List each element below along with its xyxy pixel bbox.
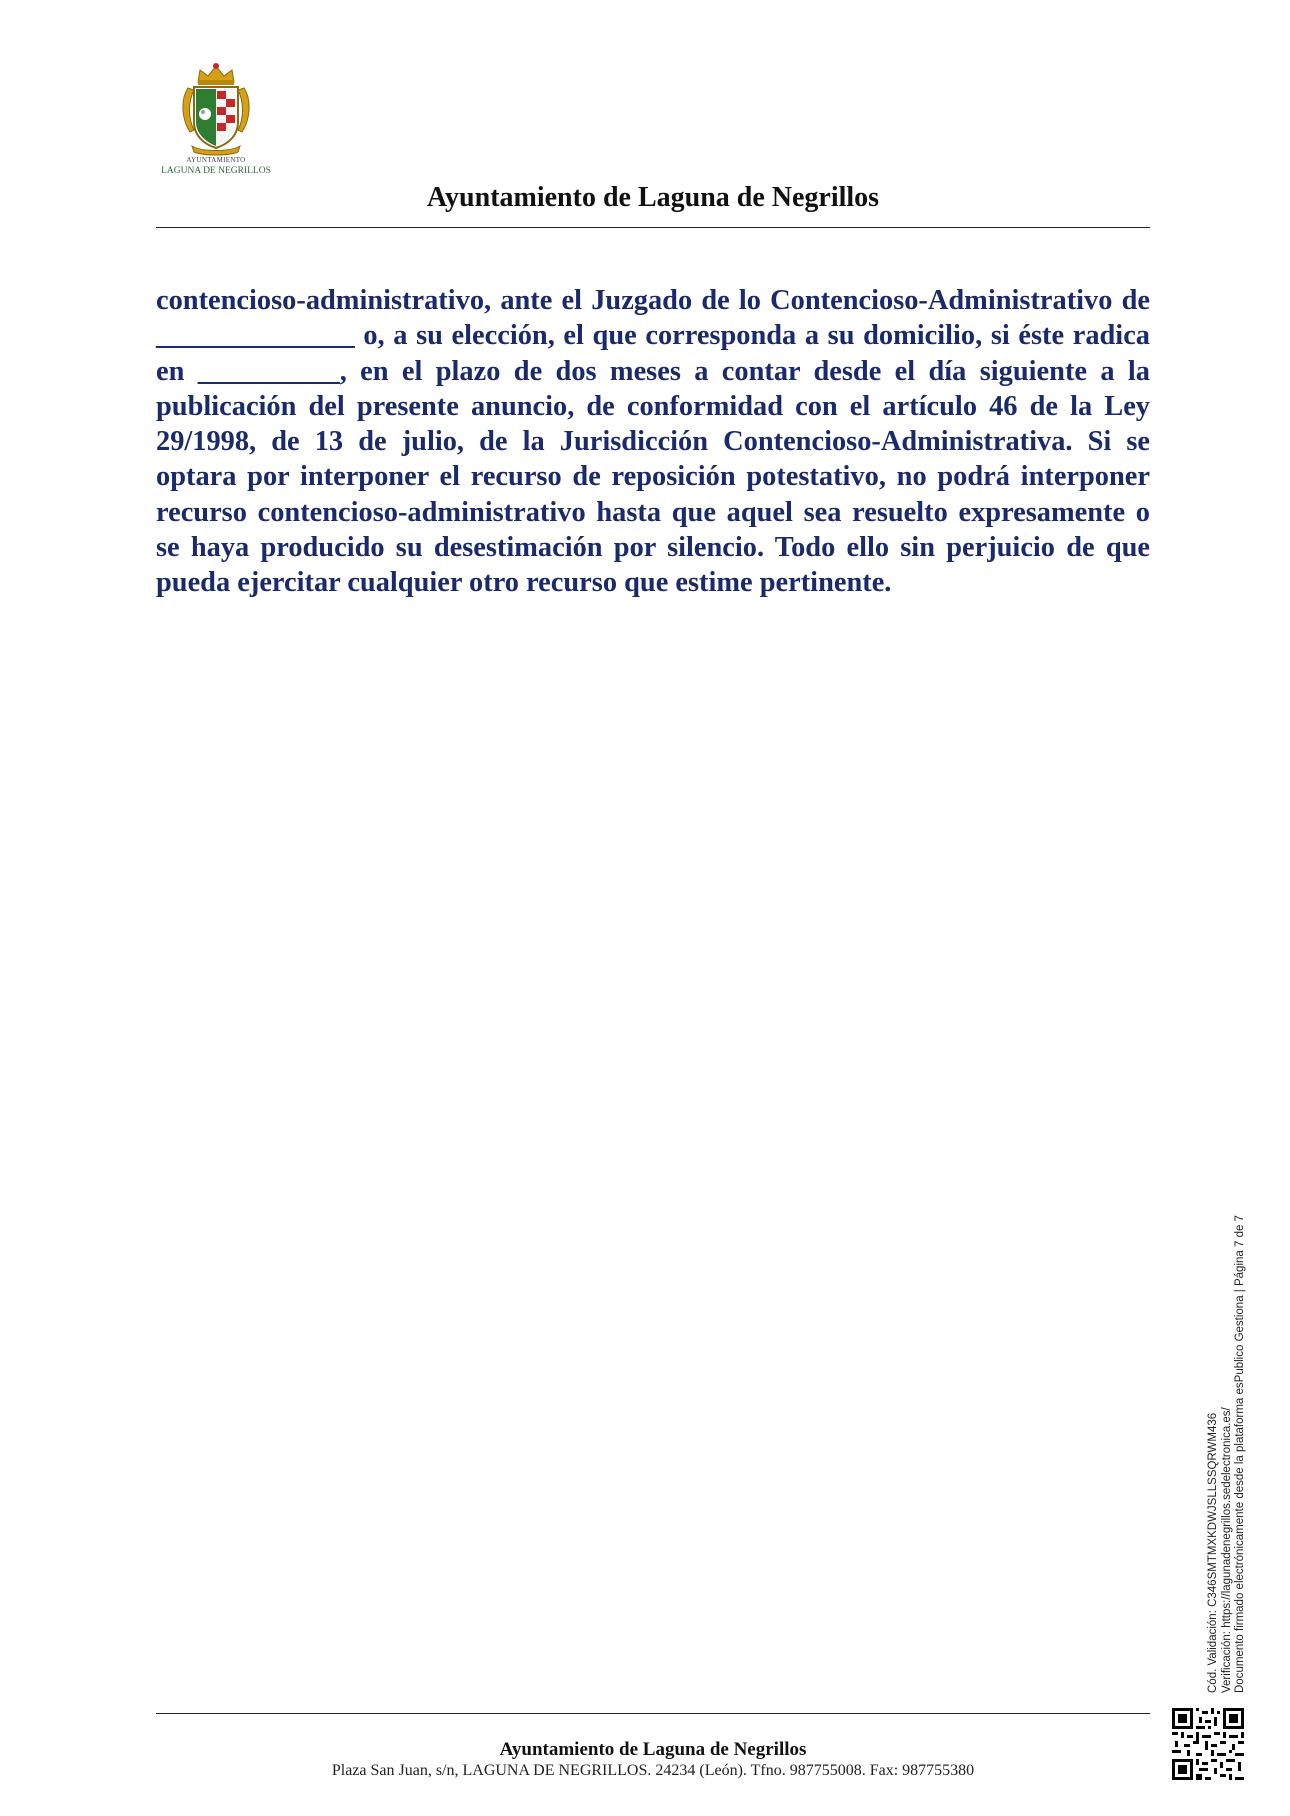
page-header-title: Ayuntamiento de Laguna de Negrillos (426, 182, 880, 213)
validation-sidebar (1207, 1215, 1248, 1693)
qr-code-icon (1172, 1708, 1244, 1780)
footer-title: Ayuntamiento de Laguna de Negrillos (499, 1739, 807, 1760)
validation-code: Cód. Validación: C346SMTMXKDWJSLLSSQRWM436 (1207, 1412, 1219, 1693)
municipal-logo (152, 60, 280, 178)
coat-of-arms-icon (178, 60, 254, 156)
footer-address: Plaza San Juan, s/n, LAGUNA DE NEGRILLOS. 24234 (León). Tfno. 987755008. Fax: 987755380 (331, 1762, 975, 1779)
signature-note: Documento firmado electrónicamente desde la plataforma esPublico Gestiona | Página 7 de 7 (1234, 1215, 1246, 1693)
logo-caption-top: AYUNTAMIENTO (186, 156, 246, 164)
verification-link[interactable]: Verificación: https://lagunadenegrillos.sedelectronica.es/ (1220, 1407, 1233, 1693)
footer-divider (156, 1713, 1150, 1714)
logo-caption-name: LAGUNA DE NEGRILLOS (161, 166, 271, 176)
header-divider (156, 227, 1150, 228)
body-paragraph: contencioso-administrativo, ante el Juzgado de lo Contencioso-Administrativo de ______________ o, a su elección, el que corresponda a su domicilio, si éste radica en __________, en el plazo de dos meses a contar desde el día siguiente a la publicación del presente anuncio, de conformidad con el artículo 46 de la Ley 29/1998, de 13 de julio, de la Jurisdicción Contencioso-Administrativa. Si se optara por interponer el recurso de reposición potestativo, no podrá interponer recurso contencioso-administrativo hasta que aquel sea resuelto expresamente o se haya producido su desestimación por silencio. Todo ello sin perjuicio de que pueda ejercitar cualquier otro recurso que estime pertinente. (156, 285, 1150, 599)
